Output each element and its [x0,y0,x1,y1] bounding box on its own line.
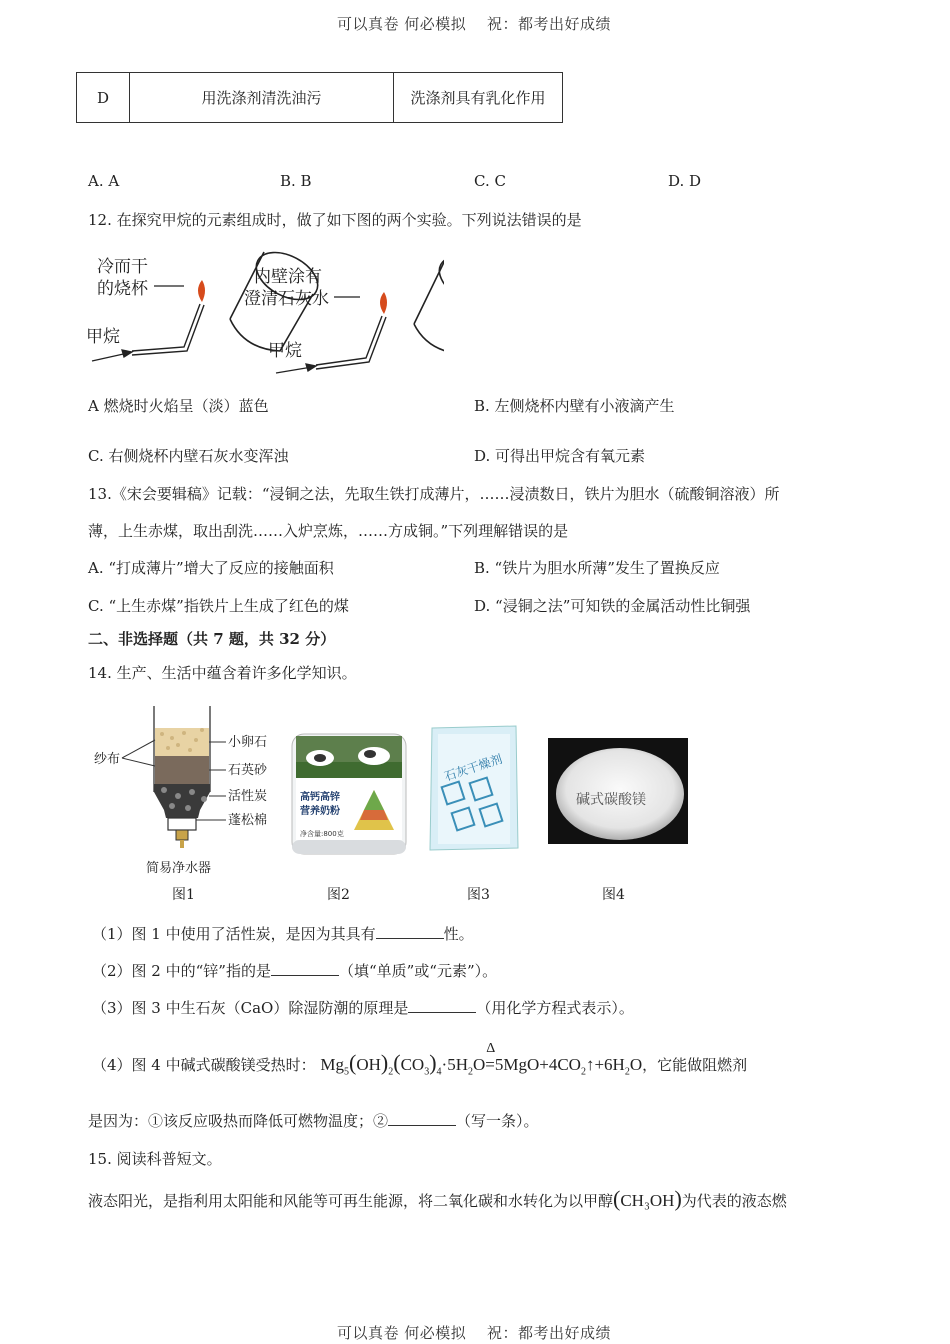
q13-option-b: B. “铁片为胆水所薄”发生了置换反应 [474,559,720,577]
q12-option-b: B. 左侧烧杯内壁有小液滴产生 [474,397,675,415]
q13-option-c: C. “上生赤煤”指铁片上生成了红色的煤 [88,597,349,615]
q13-option-a: A. “打成薄片”增大了反应的接触面积 [88,559,334,577]
right-beaker-icon [414,247,444,354]
label-quartz-sand: 石英砂 [228,763,268,778]
label-beaker: 的烧杯 [97,279,148,298]
figure-4-caption: 图4 [602,887,625,903]
figure-3-caption: 图3 [467,887,490,903]
page-header: 可以真卷 何必模拟 祝：都考出好成绩 [337,15,612,33]
q12-option-a: A 燃烧时火焰呈（淡）蓝色 [88,397,269,415]
label-methane-left: 甲烷 [86,327,120,346]
left-gas-tube-icon [132,304,204,355]
bag-text: 石灰干燥剂 [442,751,504,784]
figure-2-caption: 图2 [327,887,350,903]
label-cold-dry: 冷而干 [97,257,148,276]
table-row [77,73,563,123]
option-table [76,72,563,123]
pebble-layer [155,728,209,756]
right-flame-icon [380,292,387,314]
label-cotton: 蓬松棉 [228,813,268,828]
methanol-formula: CH₃OH [620,1191,675,1210]
table-cell-operation: 用洗涤剂清洗油污 [130,73,394,123]
milk-powder-can-figure [290,732,408,856]
q14-part2: （2）图 2 中的“锌”指的是 （填“单质”或“元素”）。 [92,962,498,980]
section-2-title: 二、非选择题（共 7 题，共 32 分） [88,630,336,648]
q14-part1: （1）图 1 中使用了活性炭，是因为其具有 性。 [92,925,474,943]
table-cell-reason: 洗涤剂具有乳化作用 [394,73,563,123]
option-a: A. A [88,172,120,190]
label-inner-wall: 内壁涂有 [254,267,322,286]
label-limewater: 澄清石灰水 [244,289,329,308]
outlet-icon [176,830,188,840]
can-weight: 净含量:800克 [300,830,344,838]
label-methane-right: 甲烷 [268,341,302,360]
q12-option-c: C. 右侧烧杯内壁石灰水变浑浊 [88,447,289,465]
q13-option-d: D. “浸铜之法”可知铁的金属活动性比铜强 [474,597,751,615]
answer-blank-1[interactable] [376,924,444,939]
label-activated-carbon: 活性炭 [228,789,268,804]
label-gauze: 纱布 [94,752,121,767]
question-13-line1: 13.《宋会要辑稿》记载：“浸铜之法，先取生铁打成薄片，……浸渍数日，铁片为胆水（硫酸铜溶液）所 [88,485,780,503]
water-purifier-figure [92,700,282,880]
question-12-stem: 12. 在探究甲烷的元素组成时，做了如下图的两个实验。下列说法错误的是 [88,211,582,229]
q12-option-d: D. 可得出甲烷含有氧元素 [474,447,646,465]
q14-part3: （3）图 3 中生石灰（CaO）除湿防潮的原理是 （用化学方程式表示）。 [92,999,634,1017]
label-purifier-name: 简易净水器 [146,861,212,876]
answer-blank-2[interactable] [271,961,339,976]
right-gas-tube-icon [316,316,386,369]
option-b: B. B [280,172,312,190]
magnesium-carbonate-figure [548,738,688,844]
figure-1-caption: 图1 [172,887,195,903]
table-cell-label: D [77,73,130,123]
question-13-line2: 薄，上生赤煤，取出刮洗……入炉烹炼，……方成铜。”下列理解错误的是 [88,522,569,540]
quartz-sand-layer [155,756,209,784]
option-c: C. C [474,172,506,190]
decomposition-equation: $Mg_5(OH)_2(CO_3)_4\cdot 5H_2O$ Δ $=5MgO+4CO_2↑+6H_2O$ [320,1041,643,1078]
answer-blank-4[interactable] [388,1111,456,1126]
question-15-stem: 15. 阅读科普短文。 [88,1150,222,1168]
can-text-2: 营养奶粉 [300,806,340,817]
desiccant-bag-figure [428,724,520,852]
question-14-stem: 14. 生产、生活中蕴含着许多化学知识。 [88,664,357,682]
q14-part4-continued: 是因为：①该反应吸热而降低可燃物温度；② （写一条）。 [88,1112,539,1130]
label-pebble: 小卵石 [228,735,268,750]
answer-blank-3[interactable] [408,998,476,1013]
can-text-1: 高钙高锌 [300,792,340,803]
page-footer: 可以真卷 何必模拟 祝：都考出好成绩 [337,1324,612,1342]
option-d: D. D [668,172,702,190]
beaker-experiment-figure [84,244,444,374]
q14-part4: （4）图 4 中碱式碳酸镁受热时： $Mg_5(OH)_2(CO_3)_4\cdot 5H_2O$ Δ $=5MgO+4CO_2↑+6H_2O$，它能做阻燃剂 [92,1041,748,1078]
cotton-layer [168,818,196,830]
left-flame-icon [198,280,205,302]
powder-label: 碱式碳酸镁 [576,792,646,808]
question-15-text: 液态阳光，是指利用太阳能和风能等可再生能源，将二氧化碳和水转化为以甲醇(CH₃OH)为代表的液态燃 [88,1186,787,1211]
